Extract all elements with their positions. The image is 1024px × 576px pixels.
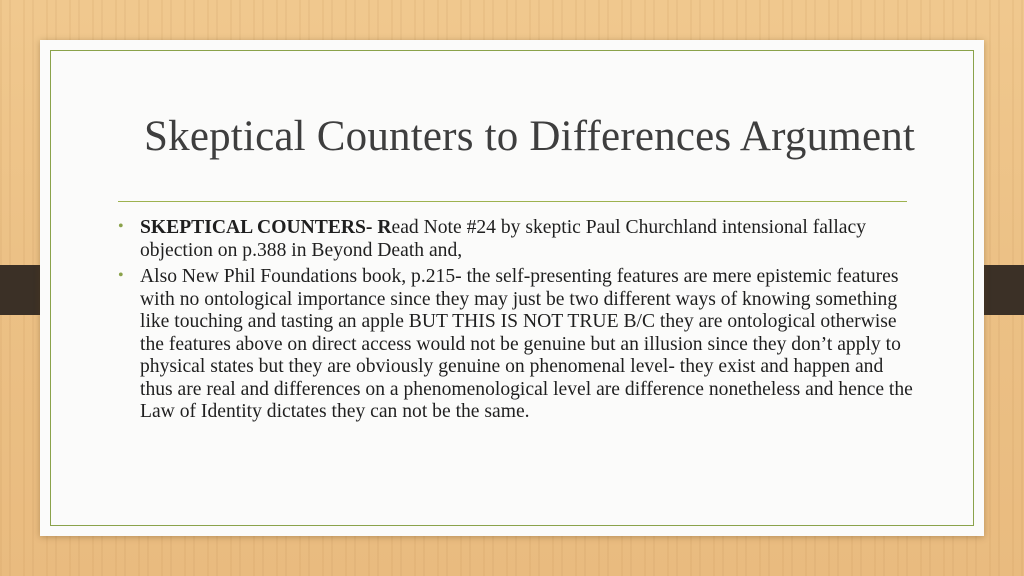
bullet-item-phil-foundations	[118, 266, 918, 424]
bullet-bold-lead: SKEPTICAL COUNTERS- R	[140, 217, 392, 238]
bullet-dot-icon: •	[118, 267, 124, 284]
bullet-item-skeptical-counters	[118, 217, 918, 262]
bullet-text: ead Note #24 by skeptic Paul Churchland intensional fallacy objection on p.388 in Beyond Death and,	[140, 217, 866, 261]
title-divider	[118, 201, 907, 202]
bullet-text: Also New Phil Foundations book, p.215- the self-presenting features are mere epistemic features with no ontological importance since they may just be two different ways of knowing something like touching and tasting an apple BUT THIS IS NOT TRUE B/C they are ontological otherwise the features above on direct access would not be genuine but an illusion since they don’t apply to physical states but they are obviously genuine on phenomenal level- they exist and happen and thus are real and differences on a phenomenological level are difference nonetheless and hence the Law of Identity dictates they can not be the same.	[140, 266, 913, 422]
slide-card	[40, 40, 984, 536]
slide-title: Skeptical Counters to Differences Argument	[144, 113, 916, 160]
bullet-list	[118, 217, 918, 428]
bullet-dot-icon: •	[118, 218, 124, 235]
